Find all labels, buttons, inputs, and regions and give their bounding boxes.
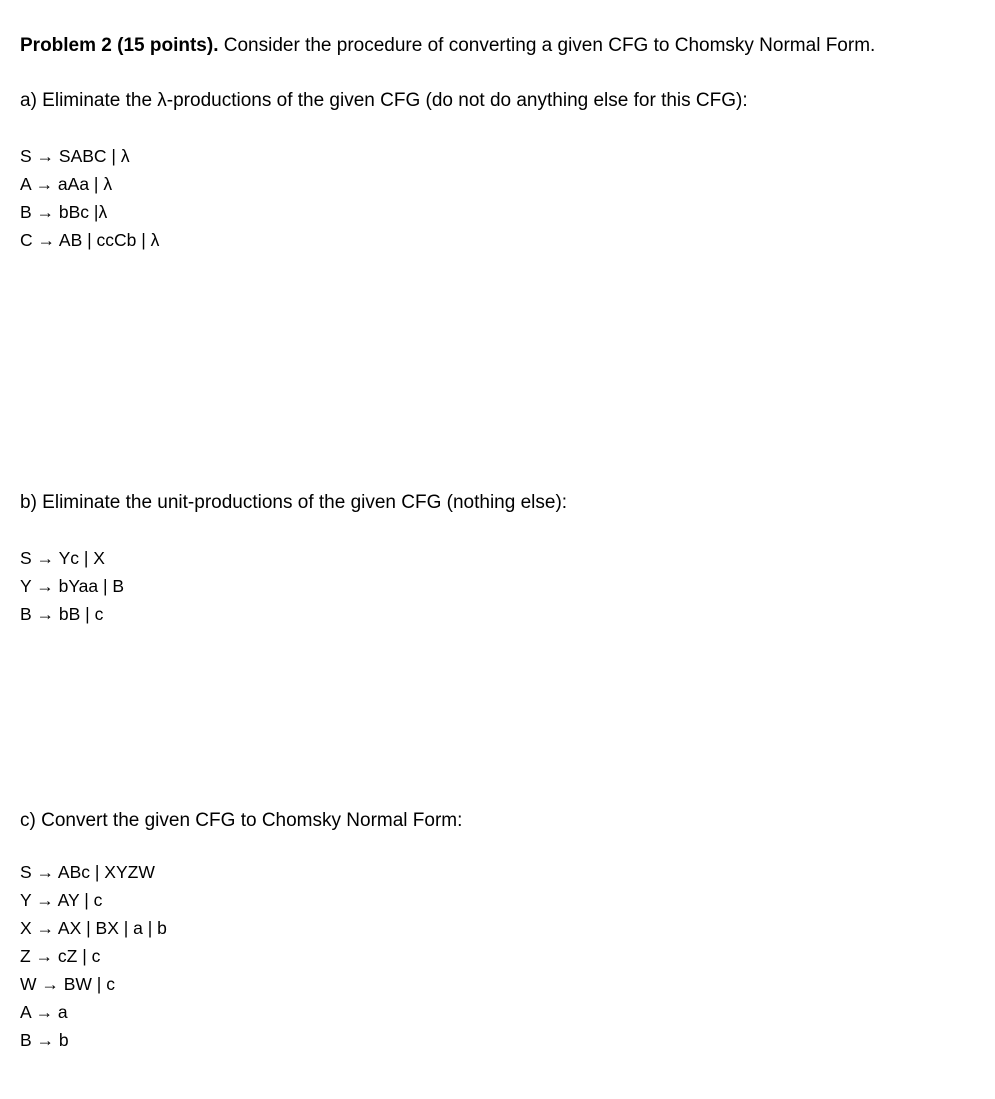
problem-heading: Problem 2 (15 points). bbox=[20, 35, 219, 56]
grammar-rule: W → BW | c bbox=[20, 974, 115, 994]
problem-statement bbox=[20, 34, 875, 58]
grammar-rule: Z → cZ | c bbox=[20, 946, 101, 966]
problem-intro: Consider the procedure of converting a given CFG to Chomsky Normal Form. bbox=[218, 35, 876, 56]
grammar-rule: S → SABC | λ bbox=[20, 146, 130, 166]
grammar-rule: S → Yc | X bbox=[20, 548, 105, 568]
grammar-rule: X → AX | BX | a | b bbox=[20, 918, 167, 938]
grammar-rule: Y → bYaa | B bbox=[20, 576, 125, 596]
part-c-instruction: c) Convert the given CFG to Chomsky Normal Form: bbox=[20, 810, 463, 831]
grammar-rule: S → ABc | XYZW bbox=[20, 862, 155, 882]
grammar-rule: A → a bbox=[20, 1002, 68, 1022]
part-b-instruction: b) Eliminate the unit-productions of the given CFG (nothing else): bbox=[20, 492, 568, 513]
grammar-rule: B → bBc |λ bbox=[20, 202, 108, 222]
part-a-instruction: a) Eliminate the λ-productions of the given CFG (do not do anything else for this CFG): bbox=[20, 90, 748, 111]
grammar-rule: Y → AY | c bbox=[20, 890, 103, 910]
grammar-rule: B → b bbox=[20, 1030, 69, 1050]
grammar-rule: C → AB | ccCb | λ bbox=[20, 230, 160, 250]
grammar-rule: B → bB | c bbox=[20, 604, 104, 624]
grammar-rule: A → aAa | λ bbox=[20, 174, 113, 194]
